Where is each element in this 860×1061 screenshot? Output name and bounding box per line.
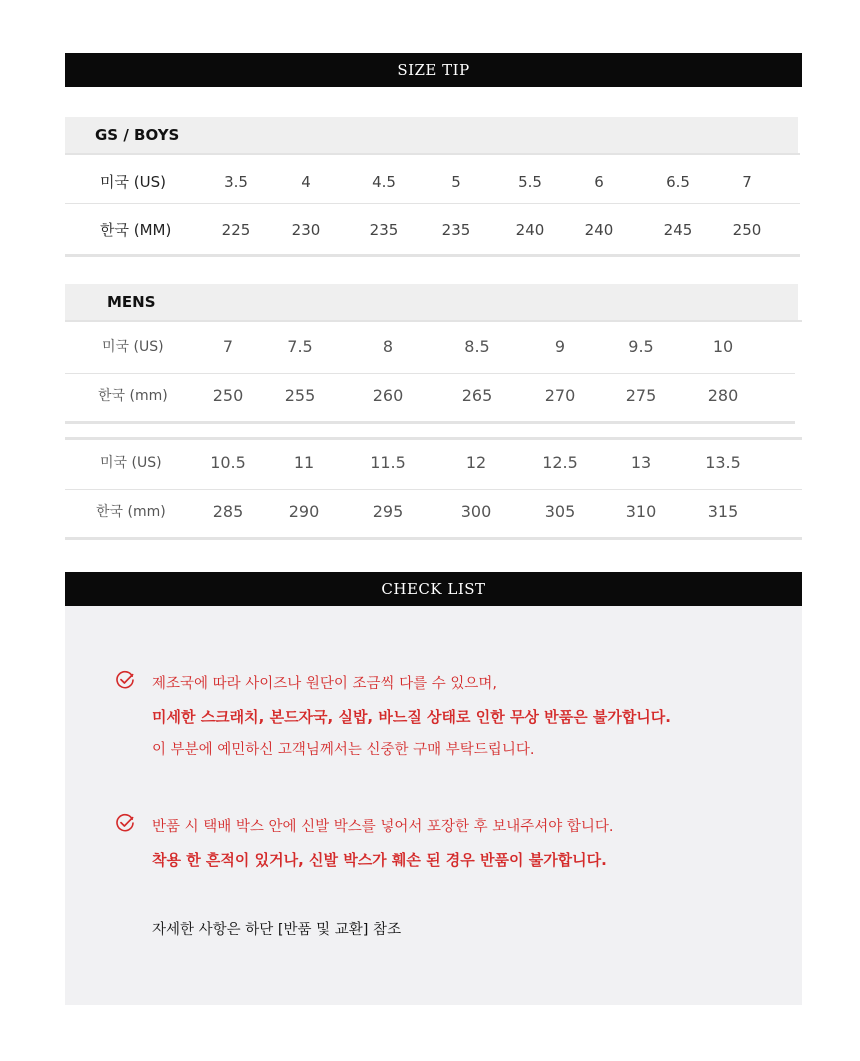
mens-kr-cell: 285 <box>212 502 244 521</box>
mens-us-label: 미국 (US) <box>100 455 162 471</box>
mens-kr-label: 한국 (mm) <box>96 504 166 520</box>
check-item-line: 반품 시 택배 박스 안에 신발 박스를 넣어서 포장한 후 보내주셔야 합니다. <box>152 819 614 835</box>
mens-kr-cell: 295 <box>372 502 404 521</box>
mens-kr-cell: 265 <box>461 386 493 405</box>
divider <box>65 537 802 540</box>
mens-us-cell: 7.5 <box>287 337 313 356</box>
gs-boys-heading <box>65 117 798 153</box>
mens-kr-cell: 260 <box>372 386 404 405</box>
mens-kr-cell: 290 <box>288 502 320 521</box>
gs-us-cell: 6 <box>594 173 604 191</box>
return-policy-note: 자세한 사항은 하단 [반품 및 교환] 참조 <box>152 922 402 938</box>
mens-heading-text: MENS <box>107 293 156 311</box>
gs-us-cell: 7 <box>742 173 752 191</box>
check-list-header <box>65 572 802 606</box>
gs-us-row <box>65 160 798 204</box>
gs-kr-row <box>65 208 798 252</box>
check-item-line-bold: 착용 한 흔적이 있거나, 신발 박스가 훼손 된 경우 반품이 불가합니다. <box>152 851 607 869</box>
divider <box>65 153 800 155</box>
mens-us-cell: 8.5 <box>464 337 490 356</box>
size-tip-title: SIZE TIP <box>397 61 470 79</box>
gs-us-cell: 3.5 <box>224 173 248 191</box>
divider <box>65 437 802 440</box>
mens-us-cell: 13.5 <box>705 453 741 472</box>
gs-kr-cell: 250 <box>732 221 762 239</box>
mens-us-cell: 11.5 <box>370 453 406 472</box>
mens-kr-cell: 315 <box>707 502 739 521</box>
mens-kr-label: 한국 (mm) <box>98 388 168 404</box>
mens-us-cell: 12.5 <box>542 453 578 472</box>
mens-kr-row-b <box>65 490 798 534</box>
circle-check-icon <box>115 670 135 690</box>
gs-us-cell: 6.5 <box>666 173 690 191</box>
gs-us-cell: 4.5 <box>372 173 396 191</box>
mens-us-cell: 10.5 <box>210 453 246 472</box>
mens-kr-row-a <box>65 374 798 418</box>
check-item-line: 이 부분에 예민하신 고객님께서는 신중한 구매 부탁드립니다. <box>152 742 535 758</box>
divider <box>65 203 800 204</box>
gs-kr-cell: 240 <box>584 221 614 239</box>
mens-us-cell: 7 <box>222 337 234 356</box>
gs-kr-cell: 235 <box>369 221 399 239</box>
mens-us-row-a <box>65 325 798 369</box>
mens-us-cell: 9.5 <box>628 337 654 356</box>
mens-kr-cell: 270 <box>544 386 576 405</box>
gs-kr-label: 한국 (MM) <box>100 221 172 239</box>
divider <box>65 320 802 322</box>
gs-us-label: 미국 (US) <box>100 173 166 191</box>
mens-us-row-b <box>65 441 798 485</box>
gs-kr-cell: 245 <box>663 221 693 239</box>
gs-us-cell: 5 <box>451 173 461 191</box>
mens-us-cell: 13 <box>630 453 652 472</box>
gs-boys-heading-text: GS / BOYS <box>95 126 180 144</box>
mens-us-cell: 12 <box>465 453 487 472</box>
mens-us-cell: 8 <box>382 337 394 356</box>
check-list-panel <box>65 606 802 1005</box>
check-item-line-bold: 미세한 스크래치, 본드자국, 실밥, 바느질 상태로 인한 무상 반품은 불가합니다. <box>152 708 671 726</box>
mens-kr-cell: 280 <box>707 386 739 405</box>
mens-us-cell: 11 <box>293 453 315 472</box>
circle-check-icon <box>115 813 135 833</box>
mens-us-cell: 10 <box>712 337 734 356</box>
check-item-line: 제조국에 따라 사이즈나 원단이 조금씩 다를 수 있으며, <box>152 676 498 692</box>
size-tip-header <box>65 53 802 87</box>
mens-kr-cell: 250 <box>212 386 244 405</box>
mens-us-label: 미국 (US) <box>102 339 164 355</box>
divider <box>65 421 795 424</box>
mens-kr-cell: 310 <box>625 502 657 521</box>
gs-kr-cell: 230 <box>291 221 321 239</box>
mens-kr-cell: 275 <box>625 386 657 405</box>
check-list-title: CHECK LIST <box>381 580 486 598</box>
mens-kr-cell: 300 <box>460 502 492 521</box>
divider <box>65 254 800 257</box>
gs-us-cell: 5.5 <box>518 173 542 191</box>
mens-kr-cell: 255 <box>284 386 316 405</box>
mens-heading <box>65 284 798 320</box>
mens-us-cell: 9 <box>554 337 566 356</box>
gs-kr-cell: 240 <box>515 221 545 239</box>
mens-kr-cell: 305 <box>544 502 576 521</box>
gs-kr-cell: 225 <box>221 221 251 239</box>
gs-kr-cell: 235 <box>441 221 471 239</box>
gs-us-cell: 4 <box>301 173 311 191</box>
